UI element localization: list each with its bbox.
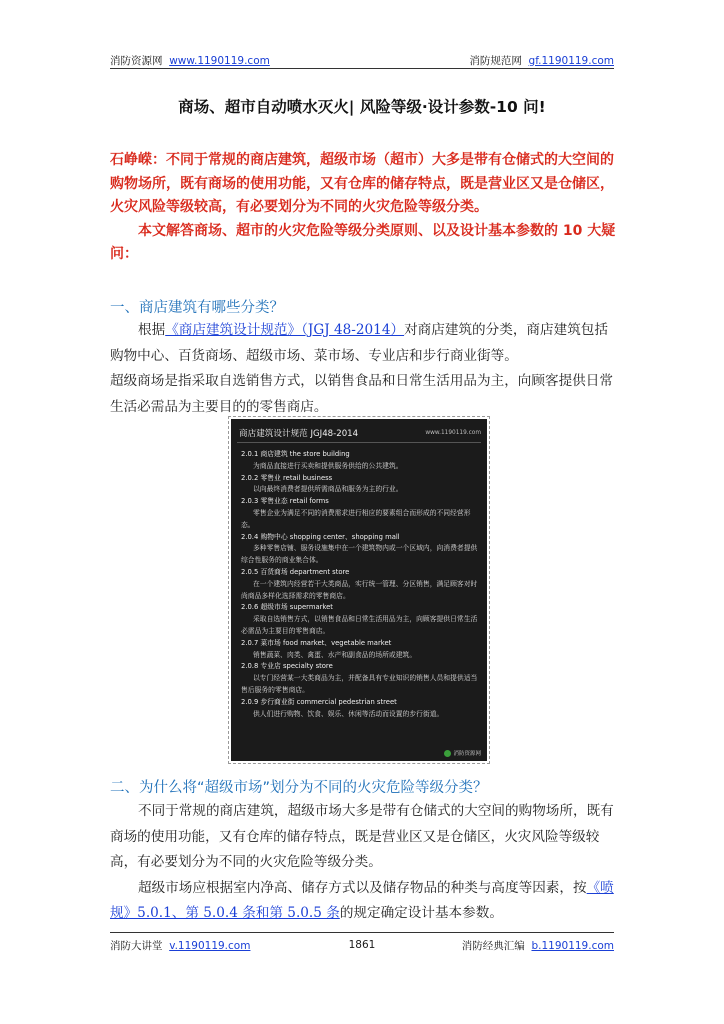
- section1-standard-link[interactable]: 《商店建筑设计规范》（JGJ 48-2014）: [165, 322, 405, 338]
- figure-entry-definition: 多种零售店铺、服务设施集中在一个建筑物内或一个区域内，向消费者提供综合性服务的商业集合体。: [241, 544, 478, 565]
- figure-entry-term: 2.0.2 零售业 retail business: [241, 473, 333, 482]
- figure-entry-definition: 供人们进行购物、饮食、娱乐、休闲等活动而设置的步行街道。: [253, 709, 444, 718]
- figure-entry-term: 2.0.9 步行商业街 commercial pedestrian street: [241, 697, 397, 706]
- figure-entry-definition: 销售蔬菜、肉类、禽蛋、水产和副食品的场所或建筑。: [253, 650, 417, 659]
- section2-para-rest: 的规定确定设计基本参数。: [339, 905, 503, 921]
- figure-entry-definition: 采取自选销售方式，以销售食品和日常生活用品为主，向顾客提供日常生活必需品为主要目的零售商店。: [241, 615, 478, 635]
- figure-entry-term: 2.0.5 百货商场 department store: [241, 567, 350, 576]
- figure-header: [239, 425, 481, 441]
- standard-excerpt-figure: [228, 416, 490, 764]
- section1-para-rest: 对商店建筑的分类，商店建筑包括购物中心、百货商场、超级市场、菜市场、专业店和步行商业街等。: [110, 322, 608, 364]
- section2-paragraph-2: [110, 876, 616, 927]
- page-footer: [110, 937, 614, 953]
- intro-question: 本文解答商场、超市的火灾危险等级分类原则、以及设计基本参数的 10 大疑问：: [110, 222, 616, 262]
- header-left-label: 消防资源网: [110, 54, 163, 67]
- figure-entry-term: 2.0.4 购物中心 shopping center、shopping mall: [241, 532, 400, 541]
- footer-divider: [110, 932, 614, 933]
- figure-entries: [241, 449, 479, 720]
- figure-entry-definition: 零售企业为满足不同的消费需求进行相应的要素组合而形成的不同经营形态。: [241, 508, 471, 529]
- footer-right-link[interactable]: b.1190119.com: [531, 939, 614, 952]
- section1-body: [110, 318, 616, 420]
- figure-entry-definition: 为商品直接进行买卖和提供服务供给的公共建筑。: [253, 461, 403, 470]
- page-number: 1861: [348, 939, 376, 951]
- section2-paragraph-1: 不同于常规的商店建筑，超级市场大多是带有仓储式的大空间的购物场所，既有商场的使用功能，又有仓库的储存特点，既是营业区又是仓储区，火灾风险等级较高，有必要划分为不同的火灾危险等级分类。: [110, 803, 614, 870]
- page-title: 商场、超市自动喷水灭火| 风险等级·设计参数-10 问!: [178, 98, 546, 116]
- section1-paragraph-2: 超级商场是指采取自选销售方式，以销售食品和日常生活用品为主，向顾客提供日常生活必需品为主要目的的零售商店。: [110, 373, 613, 415]
- figure-entry-term: 2.0.8 专业店 specialty store: [241, 662, 333, 671]
- header-divider: [110, 68, 614, 69]
- wechat-icon: [444, 750, 451, 757]
- section1-heading: 一、商店建筑有哪些分类？: [110, 300, 284, 316]
- section2-body: [110, 799, 616, 927]
- figure-entry-term: 2.0.6 超级市场 supermarket: [241, 603, 333, 612]
- section2-para-prefix: 超级市场应根据室内净高、储存方式以及储存物品的种类与高度等因素，按: [138, 879, 587, 896]
- figure-title: 商店建筑设计规范 JGJ48-2014: [239, 429, 359, 439]
- figure-entry-term: 2.0.7 菜市场 food market、vegetable market: [241, 638, 392, 647]
- figure-entry-definition: 以向最终消费者提供所需商品和服务为主的行业。: [253, 485, 403, 494]
- section2-code-link[interactable]: 《喷规》5.0.1、第 5.0.4 条和第 5.0.5 条: [110, 879, 614, 921]
- figure-entry-definition: 在一个建筑内经营若干大类商品，实行统一管理、分区销售，满足顾客对时尚商品多样化选择需求的零售商店。: [241, 579, 478, 600]
- section1-para-prefix: 根据: [138, 322, 166, 338]
- header-right-link[interactable]: gf.1190119.com: [528, 54, 614, 67]
- figure-entry-term: 2.0.1 商店建筑 the store building: [241, 450, 350, 458]
- figure-site: www.1190119.com: [425, 430, 481, 436]
- footer-left-label: 消防大讲堂: [110, 939, 163, 952]
- figure-entry-term: 2.0.3 零售业态 retail forms: [241, 497, 329, 506]
- footer-left-link[interactable]: v.1190119.com: [169, 939, 251, 952]
- header-right: [469, 53, 614, 68]
- figure-logo-text: 消防资源网: [453, 751, 481, 757]
- footer-right-label: 消防经典汇编: [461, 939, 525, 952]
- footer-right: [462, 938, 614, 953]
- figure-logo: [444, 749, 481, 757]
- header-left-link[interactable]: www.1190119.com: [169, 54, 270, 67]
- figure-entry-definition: 以专门经营某一大类商品为主，并配备具有专业知识的销售人员和提供适当售后服务的零售商店。: [241, 674, 478, 694]
- page-header: [110, 52, 614, 68]
- header-left: [110, 53, 270, 68]
- figure-divider: [237, 442, 481, 443]
- footer-left: [110, 938, 250, 953]
- header-right-label: 消防规范网: [469, 54, 522, 67]
- intro-text: 石峥嵘：不同于常规的商店建筑，超级市场（超市）大多是带有仓储式的大空间的购物场所，既有商场的使用功能，又有仓库的储存特点，既是营业区又是仓储区，火灾风险等级较高，有必要划分为不同的火灾危险等级分类。: [110, 152, 614, 215]
- section2-heading: 二、为什么将“超级市场”划分为不同的火灾危险等级分类？: [110, 780, 488, 796]
- section1-paragraph: [110, 318, 616, 369]
- intro-block: [110, 149, 616, 267]
- figure-image: [231, 419, 487, 761]
